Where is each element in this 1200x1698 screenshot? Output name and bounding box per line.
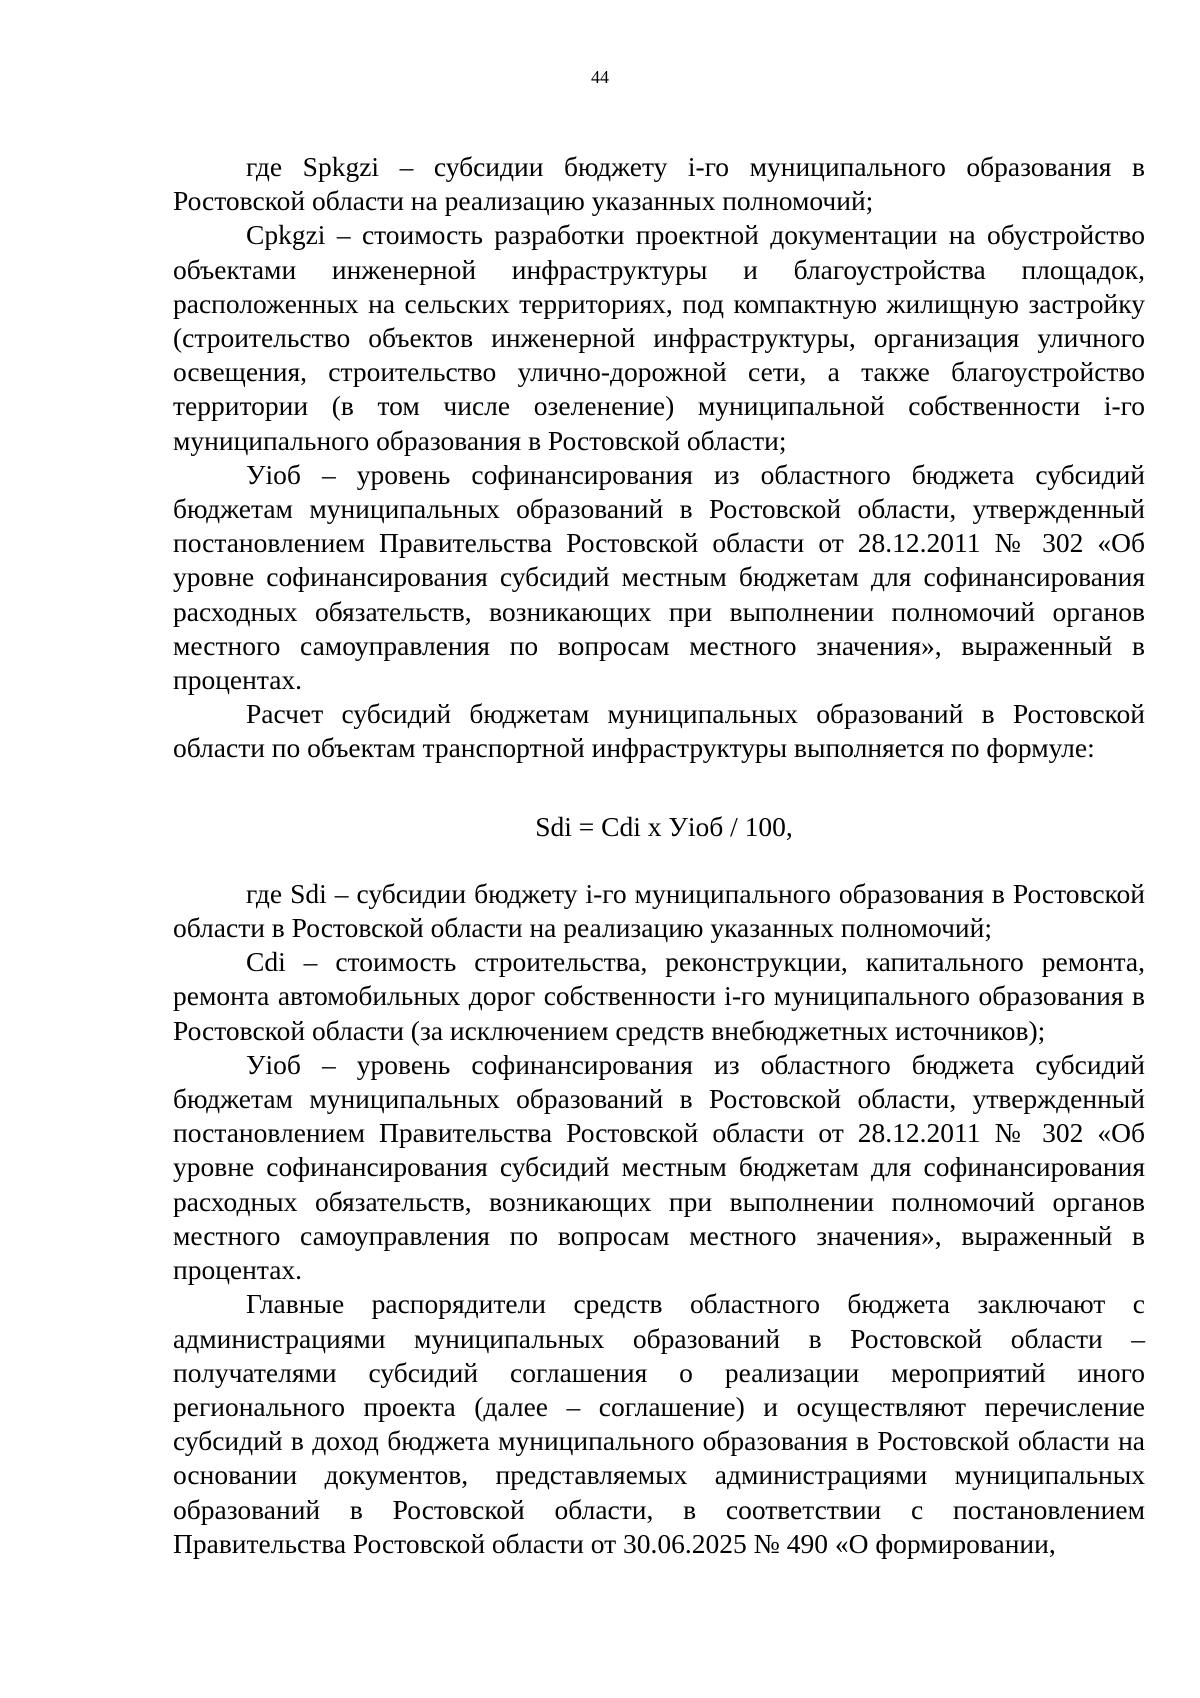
paragraph-cofinancing-level: Уioб – уровень софинансирования из областного бюджета субсидий бюджетам муниципальных образований в Ростовской области, утвержденный постановлением Правительства Ростовской области от 28.12.2011 № 302 «Об уровне софинансирования субсидий местным бюджетам для софинансирования расходных обязательств, возникающих при выполнении полномочий органов местного самоуправления по вопросам местного значения», выраженный в процентах. (173, 458, 1145, 696)
formula: Sdi = Cdi x Уioб / 100, (535, 810, 793, 842)
paragraph-cdi-definition: Cdi – стоимость строительства, реконструкции, капитального ремонта, ремонта автомобильных дорог собственности i-го муниципального образования в Ростовской области (за исключением средств внебюджетных источников); (173, 946, 1145, 1046)
document-body (173, 150, 1145, 1561)
paragraph-cpkgzi-definition: Cpkgzi – стоимость разработки проектной документации на обустройство объектами инженерной инфраструктуры и благоустройства площадок, расположенных на сельских территориях, под компактную жилищную застройку (строительство объектов инженерной инфраструктуры, организация уличного освещения, строительство улично-дорожной сети, а также благоустройство территории (в том числе озеленение) муниципальной собственности i-го муниципального образования в Ростовской области; (173, 219, 1145, 456)
paragraph-budget-managers: Главные распорядители средств областного бюджета заключают с администрациями муниципальных образований в Ростовской области – получателями субсидий соглашения о реализации мероприятий иного регионального проекта (далее – соглашение) и осуществляют перечисление субсидий в доход бюджета муниципального образования в Ростовской области на основании документов, представляемых администрациями муниципальных образований в Ростовской области, в соответствии с постановлением Правительства Ростовской области от 30.06.2025 № 490 «О формировании, (173, 1288, 1145, 1559)
paragraph-cofinancing-level-2: Уioб – уровень софинансирования из областного бюджета субсидий бюджетам муниципальных образований в Ростовской области, утвержденный постановлением Правительства Ростовской области от 28.12.2011 № 302 «Об уровне софинансирования субсидий местным бюджетам для софинансирования расходных обязательств, возникающих при выполнении полномочий органов местного самоуправления по вопросам местного значения», выраженный в процентах. (173, 1048, 1145, 1286)
page-number: 44 (591, 67, 609, 87)
paragraph-transport-calculation: Расчет субсидий бюджетам муниципальных образований в Ростовской области по объектам транспортной инфраструктуры выполняется по формуле: (173, 698, 1145, 764)
paragraph-spkgzi-definition: где Spkgzi – субсидии бюджету i-го муниципального образования в Ростовской области на реализацию указанных полномочий; (173, 151, 1145, 217)
paragraph-sdi-definition: где Sdi – субсидии бюджету i-го муниципального образования в Ростовской области в Ростовской области на реализацию указанных полномочий; (173, 877, 1145, 944)
